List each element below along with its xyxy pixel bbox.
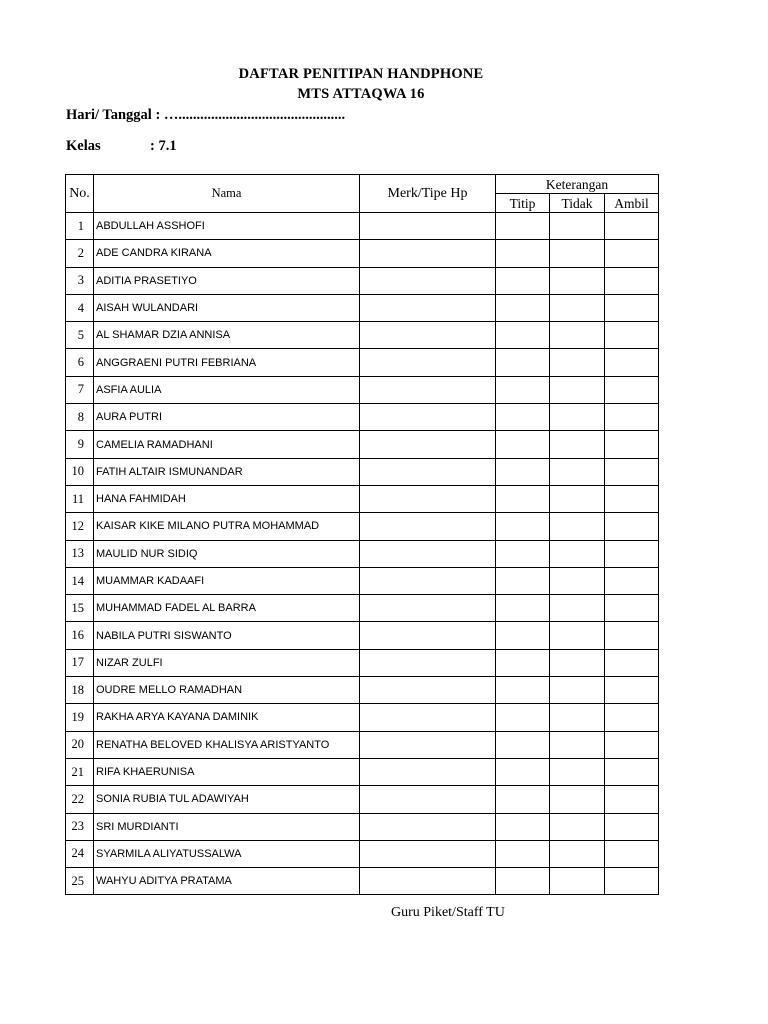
ambil-cell: [605, 595, 659, 622]
class-line: [66, 138, 177, 155]
signature-label: Guru Piket/Staff TU: [391, 905, 505, 920]
merk-cell: [360, 213, 496, 240]
merk-cell: [360, 786, 496, 813]
ambil-cell: [605, 649, 659, 676]
ambil-cell: [605, 567, 659, 594]
table-row: [66, 322, 659, 349]
student-name: ASFIA AULIA: [94, 376, 360, 403]
document-title: DAFTAR PENITIPAN HANDPHONE: [238, 66, 484, 82]
merk-cell: [360, 540, 496, 567]
titip-cell: [496, 404, 550, 431]
column-header-merk: Merk/Tipe Hp: [360, 175, 496, 213]
student-name: NABILA PUTRI SISWANTO: [94, 622, 360, 649]
student-name: MUHAMMAD FADEL AL BARRA: [94, 595, 360, 622]
merk-cell: [360, 294, 496, 321]
merk-cell: [360, 376, 496, 403]
row-number: 5: [66, 322, 94, 349]
row-number: 19: [66, 704, 94, 731]
titip-cell: [496, 758, 550, 785]
table-row: [66, 567, 659, 594]
table-row: [66, 649, 659, 676]
ambil-cell: [605, 485, 659, 512]
table-row: [66, 404, 659, 431]
merk-cell: [360, 813, 496, 840]
merk-cell: [360, 458, 496, 485]
merk-cell: [360, 677, 496, 704]
row-number: 21: [66, 758, 94, 785]
titip-cell: [496, 595, 550, 622]
merk-cell: [360, 485, 496, 512]
row-number: 15: [66, 595, 94, 622]
tidak-cell: [550, 267, 605, 294]
column-header-ambil: Ambil: [605, 194, 659, 213]
ambil-cell: [605, 322, 659, 349]
student-name: CAMELIA RAMADHANI: [94, 431, 360, 458]
titip-cell: [496, 267, 550, 294]
table-row: [66, 294, 659, 321]
tidak-cell: [550, 840, 605, 867]
column-header-titip: Titip: [496, 194, 550, 213]
school-name: MTS ATTAQWA 16: [297, 86, 425, 102]
date-line: Hari/ Tanggal : …..............................................: [66, 107, 346, 123]
row-number: 24: [66, 840, 94, 867]
row-number: 13: [66, 540, 94, 567]
tidak-cell: [550, 677, 605, 704]
ambil-cell: [605, 704, 659, 731]
merk-cell: [360, 704, 496, 731]
student-name: NIZAR ZULFI: [94, 649, 360, 676]
titip-cell: [496, 677, 550, 704]
table-row: [66, 240, 659, 267]
row-number: 4: [66, 294, 94, 321]
row-number: 3: [66, 267, 94, 294]
ambil-cell: [605, 376, 659, 403]
table-row: [66, 458, 659, 485]
student-name: WAHYU ADITYA PRATAMA: [94, 868, 360, 895]
titip-cell: [496, 540, 550, 567]
row-number: 10: [66, 458, 94, 485]
merk-cell: [360, 240, 496, 267]
row-number: 1: [66, 213, 94, 240]
student-name: MAULID NUR SIDIQ: [94, 540, 360, 567]
titip-cell: [496, 349, 550, 376]
table-row: [66, 485, 659, 512]
tidak-cell: [550, 649, 605, 676]
tidak-cell: [550, 868, 605, 895]
table-body: [66, 213, 659, 895]
ambil-cell: [605, 349, 659, 376]
merk-cell: [360, 731, 496, 758]
tidak-cell: [550, 458, 605, 485]
merk-cell: [360, 622, 496, 649]
titip-cell: [496, 322, 550, 349]
student-name: AURA PUTRI: [94, 404, 360, 431]
student-name: FATIH ALTAIR ISMUNANDAR: [94, 458, 360, 485]
column-header-tidak: Tidak: [550, 194, 605, 213]
titip-cell: [496, 731, 550, 758]
tidak-cell: [550, 786, 605, 813]
row-number: 22: [66, 786, 94, 813]
student-name: AL SHAMAR DZIA ANNISA: [94, 322, 360, 349]
student-name: AISAH WULANDARI: [94, 294, 360, 321]
ambil-cell: [605, 731, 659, 758]
titip-cell: [496, 813, 550, 840]
ambil-cell: [605, 267, 659, 294]
ambil-cell: [605, 458, 659, 485]
merk-cell: [360, 513, 496, 540]
table-row: [66, 431, 659, 458]
tidak-cell: [550, 240, 605, 267]
student-name: SRI MURDIANTI: [94, 813, 360, 840]
table-row: [66, 677, 659, 704]
row-number: 11: [66, 485, 94, 512]
tidak-cell: [550, 540, 605, 567]
titip-cell: [496, 376, 550, 403]
student-name: MUAMMAR KADAAFI: [94, 567, 360, 594]
row-number: 25: [66, 868, 94, 895]
student-name: SYARMILA ALIYATUSSALWA: [94, 840, 360, 867]
row-number: 18: [66, 677, 94, 704]
table-row: [66, 704, 659, 731]
row-number: 20: [66, 731, 94, 758]
ambil-cell: [605, 540, 659, 567]
merk-cell: [360, 349, 496, 376]
table-row: [66, 840, 659, 867]
student-name: RIFA KHAERUNISA: [94, 758, 360, 785]
table-row: [66, 868, 659, 895]
ambil-cell: [605, 404, 659, 431]
student-name: ANGGRAENI PUTRI FEBRIANA: [94, 349, 360, 376]
table-row: [66, 786, 659, 813]
row-number: 7: [66, 376, 94, 403]
student-name: ADE CANDRA KIRANA: [94, 240, 360, 267]
merk-cell: [360, 431, 496, 458]
row-number: 17: [66, 649, 94, 676]
titip-cell: [496, 213, 550, 240]
column-header-keterangan: Keterangan: [496, 175, 659, 194]
tidak-cell: [550, 813, 605, 840]
column-header-nama: Nama: [94, 175, 360, 213]
ambil-cell: [605, 213, 659, 240]
table-row: [66, 595, 659, 622]
tidak-cell: [550, 294, 605, 321]
table-row: [66, 349, 659, 376]
ambil-cell: [605, 758, 659, 785]
row-number: 9: [66, 431, 94, 458]
phone-deposit-table: [65, 174, 659, 895]
merk-cell: [360, 649, 496, 676]
merk-cell: [360, 267, 496, 294]
tidak-cell: [550, 758, 605, 785]
ambil-cell: [605, 622, 659, 649]
merk-cell: [360, 758, 496, 785]
row-number: 14: [66, 567, 94, 594]
table-row: [66, 267, 659, 294]
column-header-no: No.: [66, 175, 94, 213]
table-row: [66, 731, 659, 758]
table-row: [66, 813, 659, 840]
titip-cell: [496, 868, 550, 895]
row-number: 2: [66, 240, 94, 267]
table-row: [66, 213, 659, 240]
student-name: SONIA RUBIA TUL ADAWIYAH: [94, 786, 360, 813]
tidak-cell: [550, 376, 605, 403]
student-name: RENATHA BELOVED KHALISYA ARISTYANTO: [94, 731, 360, 758]
merk-cell: [360, 322, 496, 349]
row-number: 16: [66, 622, 94, 649]
merk-cell: [360, 567, 496, 594]
titip-cell: [496, 485, 550, 512]
student-name: KAISAR KIKE MILANO PUTRA MOHAMMAD: [94, 513, 360, 540]
table-row: [66, 540, 659, 567]
table-header: [66, 175, 659, 213]
row-number: 23: [66, 813, 94, 840]
tidak-cell: [550, 731, 605, 758]
student-name: ADITIA PRASETIYO: [94, 267, 360, 294]
merk-cell: [360, 840, 496, 867]
ambil-cell: [605, 294, 659, 321]
tidak-cell: [550, 622, 605, 649]
titip-cell: [496, 240, 550, 267]
row-number: 6: [66, 349, 94, 376]
titip-cell: [496, 567, 550, 594]
ambil-cell: [605, 840, 659, 867]
merk-cell: [360, 404, 496, 431]
titip-cell: [496, 513, 550, 540]
ambil-cell: [605, 868, 659, 895]
tidak-cell: [550, 349, 605, 376]
titip-cell: [496, 786, 550, 813]
tidak-cell: [550, 213, 605, 240]
ambil-cell: [605, 431, 659, 458]
student-name: HANA FAHMIDAH: [94, 485, 360, 512]
class-value: : 7.1: [150, 138, 177, 154]
tidak-cell: [550, 322, 605, 349]
class-label: Kelas: [66, 138, 101, 154]
titip-cell: [496, 622, 550, 649]
titip-cell: [496, 649, 550, 676]
ambil-cell: [605, 813, 659, 840]
row-number: 12: [66, 513, 94, 540]
table-row: [66, 513, 659, 540]
titip-cell: [496, 294, 550, 321]
ambil-cell: [605, 786, 659, 813]
titip-cell: [496, 458, 550, 485]
merk-cell: [360, 595, 496, 622]
titip-cell: [496, 704, 550, 731]
tidak-cell: [550, 704, 605, 731]
tidak-cell: [550, 513, 605, 540]
table-row: [66, 622, 659, 649]
ambil-cell: [605, 677, 659, 704]
ambil-cell: [605, 240, 659, 267]
tidak-cell: [550, 404, 605, 431]
tidak-cell: [550, 567, 605, 594]
tidak-cell: [550, 485, 605, 512]
student-name: RAKHA ARYA KAYANA DAMINIK: [94, 704, 360, 731]
titip-cell: [496, 840, 550, 867]
student-name: ABDULLAH ASSHOFI: [94, 213, 360, 240]
titip-cell: [496, 431, 550, 458]
row-number: 8: [66, 404, 94, 431]
merk-cell: [360, 868, 496, 895]
student-name: OUDRE MELLO RAMADHAN: [94, 677, 360, 704]
table-row: [66, 376, 659, 403]
table-row: [66, 758, 659, 785]
tidak-cell: [550, 431, 605, 458]
tidak-cell: [550, 595, 605, 622]
ambil-cell: [605, 513, 659, 540]
